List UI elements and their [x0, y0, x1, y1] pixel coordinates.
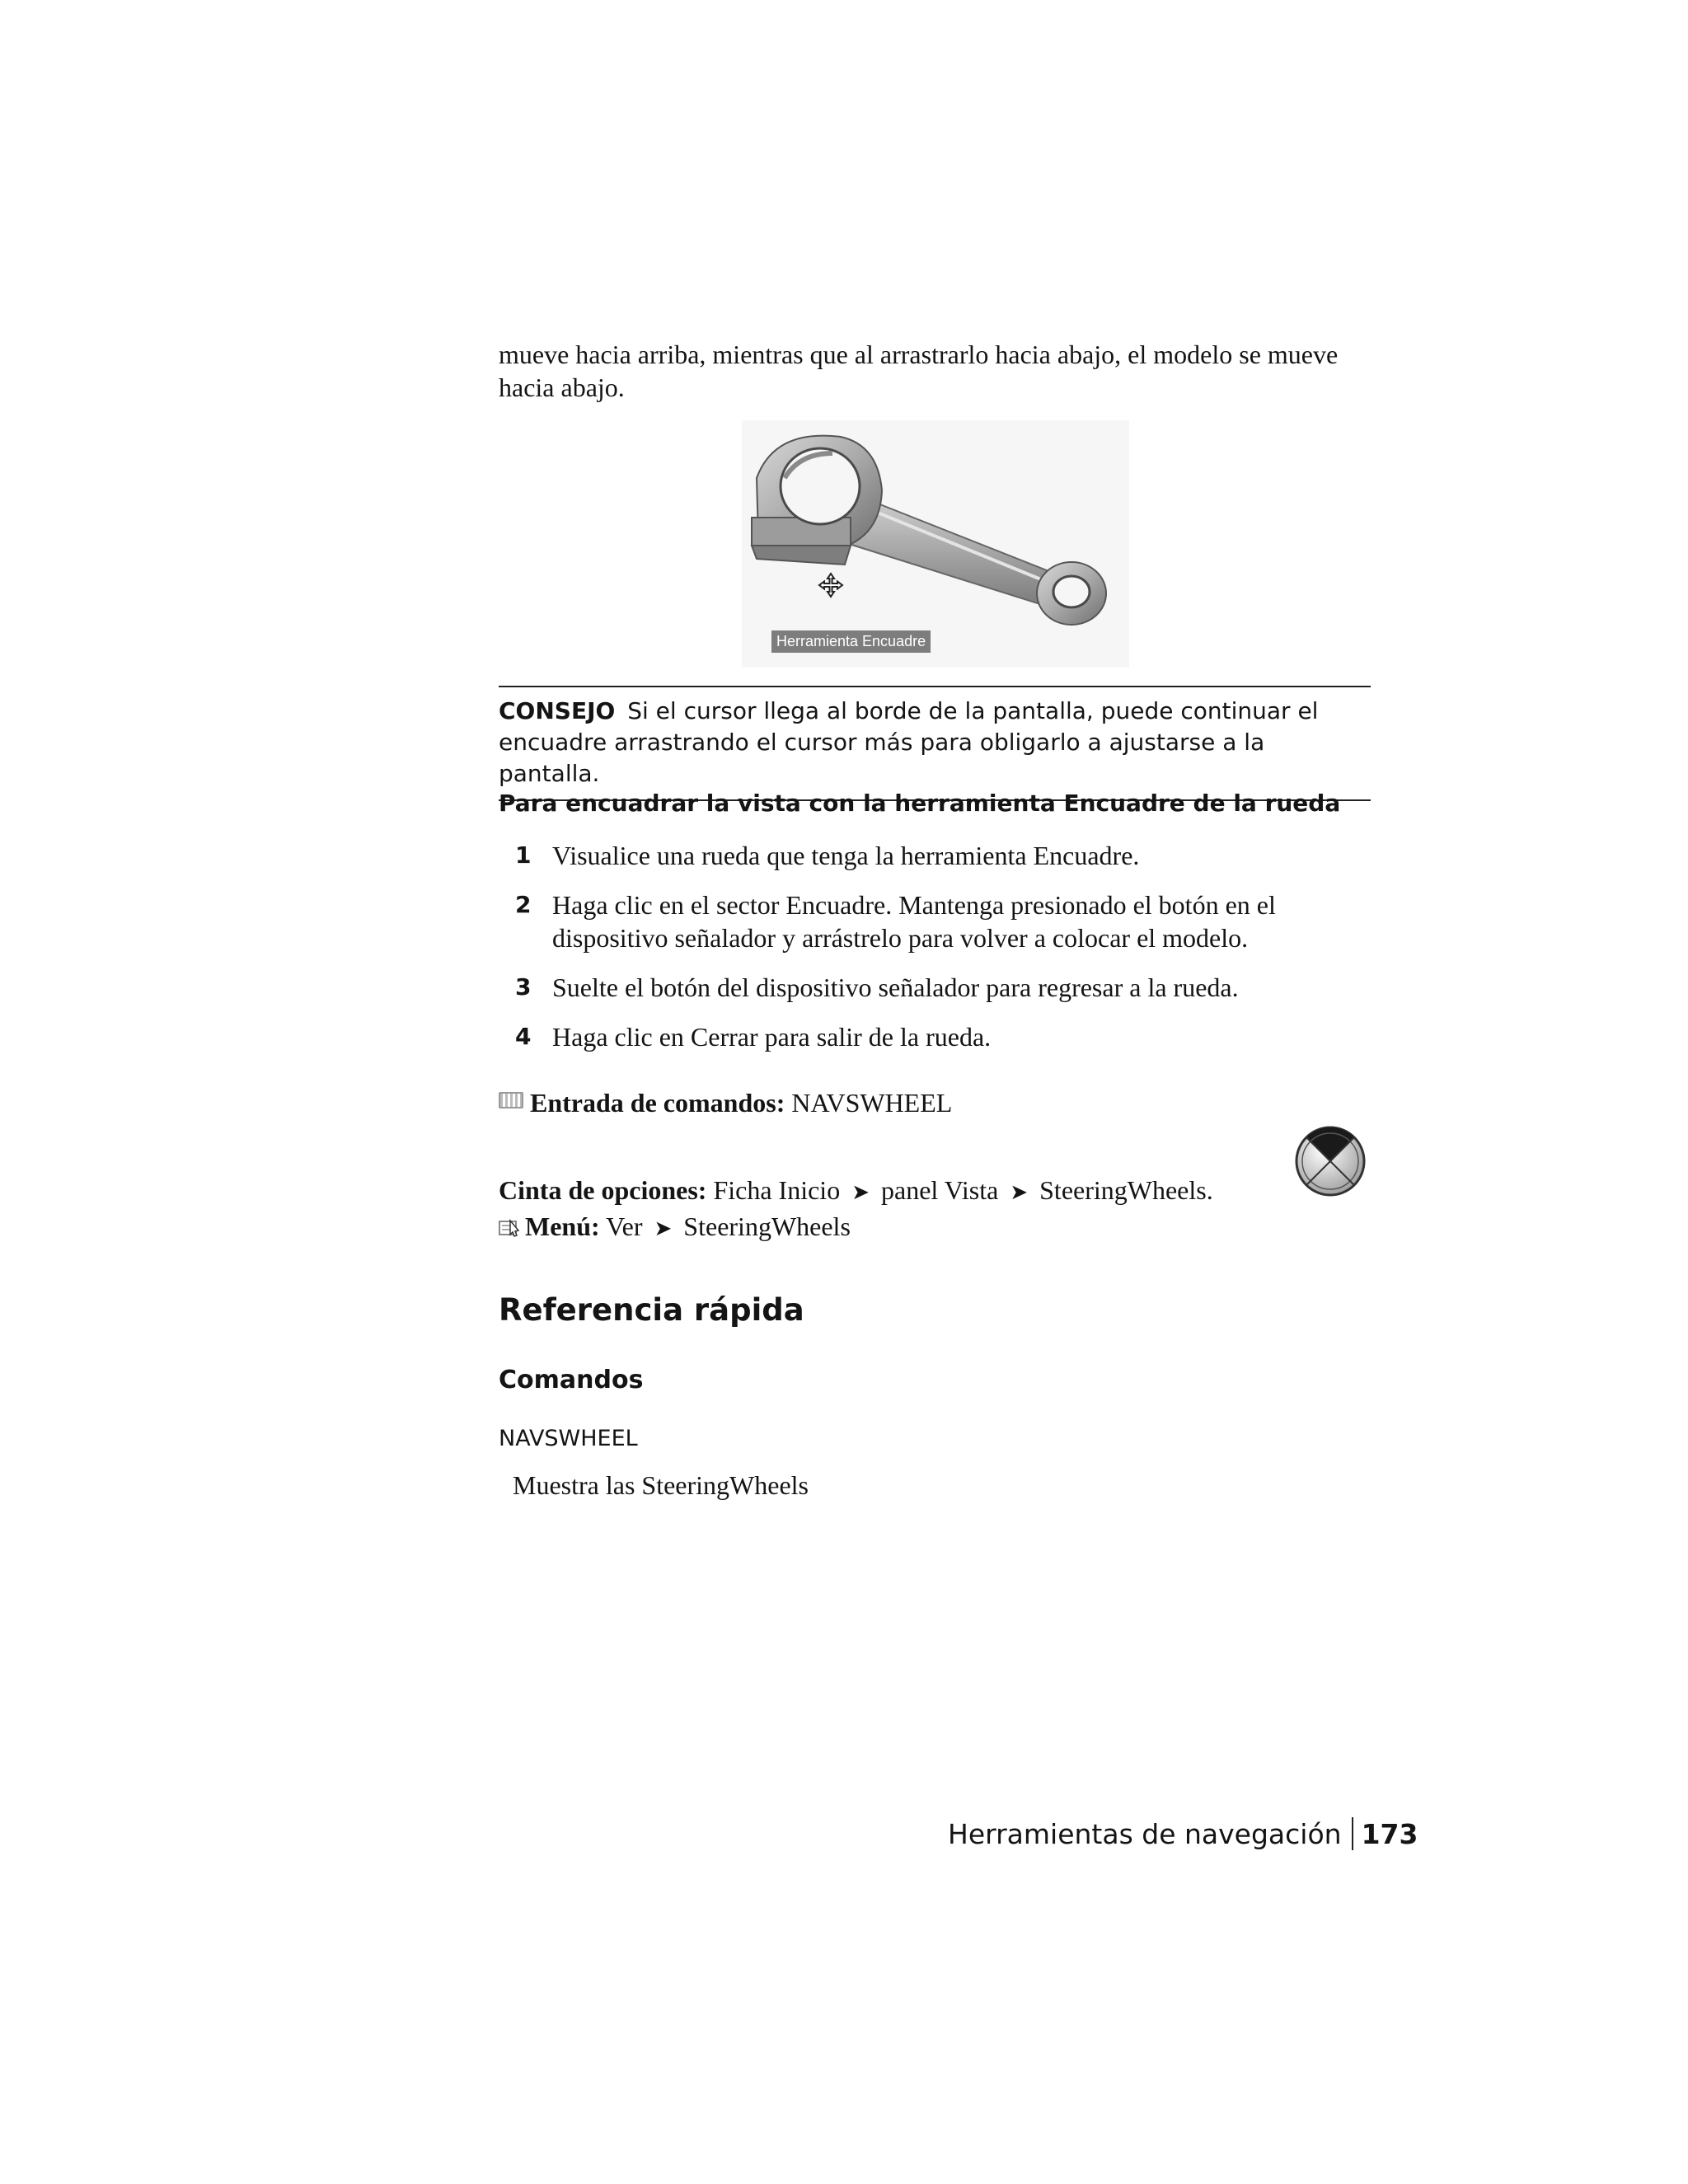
- step-text: Haga clic en el sector Encuadre. Mantenga presionado el botón en el dispositivo señalador y arrástrelo para volver a colocar el modelo.: [552, 890, 1276, 953]
- pan-tool-tooltip: Herramienta Encuadre: [771, 630, 931, 653]
- procedure-title: Para encuadrar la vista con la herramienta Encuadre de la rueda: [499, 790, 1341, 817]
- procedure-step: [515, 888, 1372, 954]
- menu-access-line: [499, 1212, 851, 1242]
- footer-section-title: Herramientas de navegación: [948, 1818, 1342, 1850]
- steering-wheel-icon: [1294, 1125, 1367, 1197]
- footer-divider: [1352, 1817, 1353, 1850]
- tip-label: CONSEJO: [499, 697, 616, 724]
- arrow-icon: ➤: [1010, 1180, 1029, 1205]
- step-number: 1: [515, 841, 532, 869]
- step-text: Visualice una rueda que tenga la herramienta Encuadre.: [552, 841, 1140, 870]
- menu-path-item: SteeringWheels: [683, 1212, 851, 1241]
- command-label: Entrada de comandos:: [530, 1088, 785, 1118]
- step-number: 3: [515, 973, 532, 1001]
- command-description: Muestra las SteeringWheels: [513, 1470, 809, 1500]
- menu-label: Menú:: [525, 1212, 600, 1241]
- page-number: 173: [1361, 1818, 1418, 1850]
- ribbon-path-item: Ficha Inicio: [713, 1175, 841, 1205]
- step-number: 2: [515, 891, 532, 918]
- command-value: NAVSWHEEL: [791, 1088, 953, 1118]
- step-text: Suelte el botón del dispositivo señalador para regresar a la rueda.: [552, 972, 1239, 1002]
- menu-icon: [499, 1219, 520, 1237]
- keyboard-icon: [499, 1092, 523, 1108]
- procedure-step: [515, 1020, 1372, 1053]
- intro-paragraph: mueve hacia arriba, mientras que al arrastrarlo hacia abajo, el modelo se mueve hacia abajo.: [499, 340, 1339, 402]
- command-entry-line: [499, 1088, 952, 1118]
- ribbon-path-item: SteeringWheels.: [1039, 1175, 1213, 1205]
- command-name: NAVSWHEEL: [499, 1426, 638, 1451]
- arrow-icon: ➤: [851, 1180, 870, 1205]
- procedure-step: [515, 839, 1372, 872]
- tip-box: [499, 686, 1371, 801]
- tip-text: Si el cursor llega al borde de la pantalla, puede continuar el encuadre arrastrando el cursor más para obligarlo a ajustarse a la pantalla.: [499, 697, 1319, 787]
- quick-reference-heading: Referencia rápida: [499, 1292, 804, 1328]
- arrow-icon: ➤: [654, 1216, 673, 1241]
- commands-heading: Comandos: [499, 1366, 644, 1394]
- procedure-step: [515, 971, 1372, 1004]
- step-text: Haga clic en Cerrar para salir de la rueda.: [552, 1022, 992, 1052]
- page-footer: [948, 1817, 1418, 1850]
- connecting-rod-figure: [742, 420, 1129, 668]
- menu-path-item: Ver: [606, 1212, 643, 1241]
- step-number: 4: [515, 1023, 532, 1050]
- ribbon-label: Cinta de opciones:: [499, 1175, 707, 1205]
- ribbon-path-item: panel Vista: [880, 1175, 999, 1205]
- ribbon-access-line: [499, 1175, 1213, 1206]
